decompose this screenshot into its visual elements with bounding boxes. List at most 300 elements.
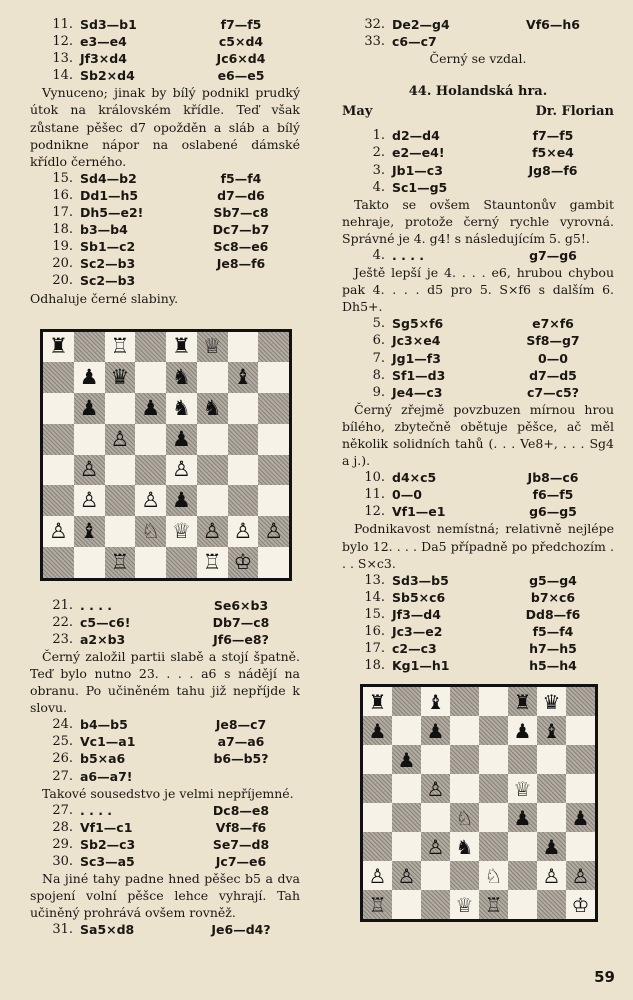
black-move: d7—d6 [217, 187, 265, 203]
chess-piece: ♙ [397, 863, 416, 888]
white-move: Vf1—e1 [392, 504, 446, 520]
black-move: f6—f5 [532, 487, 574, 503]
board-square [258, 455, 289, 486]
board-square [166, 393, 197, 424]
board-square [479, 890, 508, 919]
board-square [392, 774, 421, 803]
chess-piece: ♔ [571, 892, 590, 917]
white-move: Sc1—g5 [392, 179, 448, 195]
move-row [342, 16, 614, 33]
move-number: 28. [52, 819, 73, 835]
move-number: 30. [52, 854, 73, 870]
white-move: c6—c7 [392, 34, 437, 50]
black-move: Jb8—c6 [527, 470, 579, 486]
black-move: Vf8—f6 [215, 819, 267, 835]
moves-block [342, 315, 614, 400]
move-number: 18. [364, 658, 385, 674]
board-square [43, 424, 74, 455]
white-move: a2×b3 [80, 631, 126, 647]
board-square [135, 485, 166, 516]
move-number: 22. [52, 614, 73, 630]
right-column [342, 16, 614, 922]
move-row [342, 144, 614, 161]
board-square [43, 362, 74, 393]
move-row [342, 367, 614, 384]
chess-diagram [360, 684, 598, 922]
chess-piece: ♟ [542, 834, 561, 859]
chess-piece: ♖ [110, 549, 130, 574]
move-number: 11. [52, 17, 73, 33]
black-move: b7×c6 [530, 589, 576, 605]
board-square [43, 547, 74, 578]
board-square [508, 774, 537, 803]
chess-piece: ♞ [455, 834, 474, 859]
chess-piece: ♟ [141, 395, 161, 420]
board-square [392, 687, 421, 716]
board-square [508, 861, 537, 890]
move-number: 18. [52, 222, 73, 238]
white-move: Sg5×f6 [392, 316, 444, 332]
board-square [43, 516, 74, 547]
white-move: Sc3—a5 [80, 854, 135, 870]
board-square [228, 455, 259, 486]
white-move: Jc3—e2 [392, 624, 443, 640]
board-square [197, 455, 228, 486]
board-square [450, 890, 479, 919]
board-square [135, 516, 166, 547]
board-square [508, 745, 537, 774]
move-row [342, 161, 614, 178]
move-row [342, 315, 614, 332]
moves-block [342, 572, 614, 675]
board-square [135, 332, 166, 363]
chess-piece: ♜ [48, 334, 68, 359]
chess-piece: ♙ [542, 863, 561, 888]
chess-piece: ♝ [79, 518, 99, 543]
board-square [450, 687, 479, 716]
move-number: 15. [52, 170, 73, 186]
chess-piece: ♜ [513, 689, 532, 714]
black-move: Jg8—f6 [528, 162, 578, 178]
move-row [30, 255, 300, 272]
white-move: . . . . [80, 802, 113, 818]
move-number: 20. [52, 256, 73, 272]
move-row [342, 247, 614, 264]
board-square [228, 516, 259, 547]
board-square [74, 332, 105, 363]
black-move: h7—h5 [529, 641, 577, 657]
board-square [363, 861, 392, 890]
annotation: Odhaluje černé slabiny. [30, 290, 179, 306]
board-square [197, 516, 228, 547]
white-move: Jb1—c3 [392, 162, 443, 178]
annotation: Takové sousedstvo je velmi nepříjemné. [42, 785, 294, 801]
chess-piece: ♕ [171, 518, 191, 543]
move-row [30, 750, 300, 767]
black-move: Db7—c8 [212, 614, 270, 630]
black-move: Dc7—b7 [212, 222, 270, 238]
black-move: e7×f6 [532, 316, 574, 332]
moves-block [30, 802, 300, 870]
black-move: 0—0 [538, 350, 568, 366]
move-number: 17. [52, 205, 73, 221]
board-square [43, 485, 74, 516]
chess-piece: ♜ [368, 689, 387, 714]
chess-piece: ♖ [368, 892, 387, 917]
chess-piece: ♙ [171, 457, 191, 482]
board-square [537, 745, 566, 774]
chess-piece: ♟ [368, 718, 387, 743]
board-square [135, 455, 166, 486]
white-move: Sb2×d4 [80, 68, 135, 84]
board-square [450, 774, 479, 803]
chess-piece: ♖ [484, 892, 503, 917]
move-number: 16. [364, 624, 385, 640]
chess-piece: ♙ [571, 863, 590, 888]
board-square [135, 393, 166, 424]
board-square [450, 803, 479, 832]
board-square [392, 745, 421, 774]
move-number: 6. [372, 333, 385, 349]
game-title: 44. Holandská hra. [408, 84, 548, 100]
move-number: 2. [372, 145, 385, 161]
result-text: Černý se vzdal. [429, 51, 527, 67]
board-square [421, 861, 450, 890]
move-number: 26. [52, 751, 73, 767]
board-square [228, 547, 259, 578]
chess-piece: ♟ [79, 365, 99, 390]
black-move: f7—f5 [220, 17, 262, 33]
white-move: Sf1—d3 [392, 367, 446, 383]
board-square [363, 803, 392, 832]
move-number: 11. [364, 487, 385, 503]
board-square [166, 424, 197, 455]
chess-piece: ♙ [264, 518, 284, 543]
left-column [30, 16, 300, 938]
black-move: Jf6—e8? [213, 631, 269, 647]
board-square [166, 362, 197, 393]
move-row [342, 572, 614, 589]
move-row [342, 640, 614, 657]
chess-piece: ♛ [110, 365, 130, 390]
move-number: 14. [364, 589, 385, 605]
chess-piece: ♘ [484, 863, 503, 888]
black-move: Sf8—g7 [526, 333, 580, 349]
white-move: Sb1—c2 [80, 239, 136, 255]
white-move: . . . . [80, 597, 113, 613]
board-square [537, 890, 566, 919]
chess-piece: ♛ [542, 689, 561, 714]
black-move: Dd8—f6 [525, 606, 581, 622]
board-square [508, 803, 537, 832]
white-move: Vc1—a1 [80, 734, 136, 750]
moves-block [342, 127, 614, 195]
chess-piece: ♙ [426, 776, 445, 801]
board-square [392, 803, 421, 832]
white-move: Jg1—f3 [392, 350, 441, 366]
board-square [421, 774, 450, 803]
chess-piece: ♝ [542, 718, 561, 743]
black-move: e6—e5 [217, 68, 265, 84]
black-move: Sb7—c8 [213, 205, 269, 221]
white-move: Sb2—c3 [80, 836, 136, 852]
moves-block [342, 469, 614, 520]
board-square [566, 687, 595, 716]
board-square [537, 861, 566, 890]
moves-block [342, 16, 614, 50]
move-row [342, 179, 614, 196]
move-row [30, 802, 300, 819]
board-square [258, 393, 289, 424]
board-square [479, 774, 508, 803]
move-row [30, 597, 300, 614]
white-move: Jf3×d4 [80, 51, 127, 67]
board-square [74, 455, 105, 486]
board-square [421, 832, 450, 861]
chess-piece: ♕ [455, 892, 474, 917]
move-number: 32. [364, 17, 385, 33]
move-number: 20. [52, 273, 73, 289]
chess-piece: ♕ [202, 334, 222, 359]
board-square [43, 455, 74, 486]
move-number: 27. [52, 802, 73, 818]
annotation: Takto se ovšem Stauntonův gambit nehraje, protože černý rychle vyrovná. Správné je 4. g4! s následujícím 5. g5!. [342, 196, 614, 246]
board-square [74, 516, 105, 547]
move-row [30, 238, 300, 255]
chess-piece: ♖ [110, 334, 130, 359]
board-square [363, 687, 392, 716]
board-square [166, 455, 197, 486]
chess-piece: ♞ [171, 365, 191, 390]
board-square [421, 803, 450, 832]
board-square [197, 424, 228, 455]
board-square [74, 362, 105, 393]
white-move: b3—b4 [80, 222, 128, 238]
board-square [450, 832, 479, 861]
move-row [30, 16, 300, 33]
move-row [342, 469, 614, 486]
black-move: f5—f4 [220, 170, 262, 186]
board-square [135, 424, 166, 455]
move-row [342, 384, 614, 401]
move-number: 13. [364, 572, 385, 588]
white-move: 0—0 [392, 487, 422, 503]
board-square [166, 485, 197, 516]
board-square [197, 485, 228, 516]
white-move: Sc2—b3 [80, 273, 136, 289]
board-square [566, 716, 595, 745]
chess-piece: ♟ [426, 718, 445, 743]
chess-piece: ♔ [233, 549, 253, 574]
black-move: d7—d5 [529, 367, 577, 383]
black-move: h5—h4 [529, 658, 577, 674]
board-square [566, 774, 595, 803]
move-number: 12. [364, 504, 385, 520]
move-row [342, 486, 614, 503]
white-move: Je4—c3 [392, 384, 443, 400]
board-square [566, 832, 595, 861]
move-row [30, 819, 300, 836]
move-number: 15. [364, 606, 385, 622]
white-move: Sd3—b1 [80, 17, 137, 33]
board-square [566, 745, 595, 774]
board-square [421, 716, 450, 745]
annotation: Podnikavost nemístná; relativně nejlépe bylo 12. . . . Da5 případně po předchozím . . . S×c3. [342, 521, 614, 571]
white-move: Jf3—d4 [392, 606, 441, 622]
annotation: Černý založil partii slabě a stojí špatně. Teď bylo nutno 23. . . . a6 s nádějí na obranu. Po učiněném tahu již nepříjde k slovu. [30, 648, 300, 716]
move-row [30, 204, 300, 221]
move-number: 16. [52, 187, 73, 203]
board-square [258, 332, 289, 363]
move-number: 10. [364, 470, 385, 486]
black-move: g6—g5 [529, 504, 577, 520]
black-move: Je6—d4? [211, 922, 271, 938]
board-square [363, 745, 392, 774]
board-square [508, 687, 537, 716]
move-row [342, 33, 614, 50]
black-move: Se7—d8 [212, 836, 270, 852]
board-square [105, 485, 136, 516]
move-number: 19. [52, 239, 73, 255]
board-square [105, 455, 136, 486]
chess-piece: ♞ [171, 395, 191, 420]
move-row [30, 921, 300, 938]
move-row [30, 33, 300, 50]
board-square [135, 547, 166, 578]
move-number: 7. [372, 350, 385, 366]
move-row [342, 657, 614, 674]
move-row [342, 623, 614, 640]
board-square [105, 424, 136, 455]
board-square [43, 393, 74, 424]
board-square [566, 890, 595, 919]
board-square [537, 774, 566, 803]
board-square [450, 861, 479, 890]
moves-block [30, 170, 300, 290]
board-square [363, 716, 392, 745]
move-row [30, 272, 300, 289]
move-row [30, 853, 300, 870]
board-square [228, 485, 259, 516]
black-move: g5—g4 [529, 572, 577, 588]
board-square [228, 393, 259, 424]
chess-piece: ♖ [202, 549, 222, 574]
move-row [30, 631, 300, 648]
move-number: 13. [52, 51, 73, 67]
move-row [30, 50, 300, 67]
board-square [166, 547, 197, 578]
board-square [74, 393, 105, 424]
white-move: Jc3×e4 [392, 333, 441, 349]
board-square [166, 516, 197, 547]
white-move: c2—c3 [392, 641, 437, 657]
white-move: d2—d4 [392, 128, 440, 144]
chess-piece: ♝ [426, 689, 445, 714]
board-square [258, 516, 289, 547]
board-square [105, 332, 136, 363]
chess-piece: ♝ [233, 365, 253, 390]
black-move: f7—f5 [532, 128, 574, 144]
board-square [258, 547, 289, 578]
board-square [363, 890, 392, 919]
move-number: 33. [364, 34, 385, 50]
move-number: 21. [52, 597, 73, 613]
board-square [166, 332, 197, 363]
board-square [135, 362, 166, 393]
move-row [30, 221, 300, 238]
move-row [342, 350, 614, 367]
moves-block [30, 921, 300, 938]
white-move: b4—b5 [80, 717, 128, 733]
chess-piece: ♙ [368, 863, 387, 888]
board-square [228, 332, 259, 363]
chess-piece: ♟ [513, 805, 532, 830]
chess-piece: ♙ [79, 488, 99, 513]
black-move: Je8—c7 [215, 717, 267, 733]
board-square [537, 687, 566, 716]
chess-piece: ♟ [571, 805, 590, 830]
white-player: May [342, 104, 373, 120]
black-player: Dr. Florian [535, 104, 614, 120]
board-square [537, 716, 566, 745]
chess-piece: ♟ [171, 426, 191, 451]
board-square [197, 547, 228, 578]
white-move: Dh5—e2! [80, 205, 144, 221]
chess-piece: ♙ [79, 457, 99, 482]
black-move: Jc6×d4 [216, 51, 266, 67]
board-square [363, 832, 392, 861]
black-move: f5—f4 [532, 624, 574, 640]
white-move: Sb5×c6 [392, 589, 446, 605]
move-row [342, 606, 614, 623]
board-square [537, 832, 566, 861]
black-move: a7—a6 [217, 734, 265, 750]
white-move: e2—e4! [392, 145, 445, 161]
white-move: b5×a6 [80, 751, 126, 767]
board-square [258, 424, 289, 455]
move-row [342, 589, 614, 606]
board-square [197, 362, 228, 393]
chess-piece: ♙ [141, 488, 161, 513]
white-move: Sa5×d8 [80, 922, 135, 938]
board-square [74, 424, 105, 455]
white-move: d4×c5 [392, 470, 437, 486]
chess-piece: ♞ [202, 395, 222, 420]
move-row [30, 768, 300, 785]
board-square [197, 332, 228, 363]
white-move: . . . . [392, 247, 425, 263]
white-move: Sd4—b2 [80, 170, 137, 186]
move-row [30, 67, 300, 84]
board-square [566, 861, 595, 890]
white-move: Sc2—b3 [80, 256, 136, 272]
board-square [105, 547, 136, 578]
board-square [228, 362, 259, 393]
chess-piece: ♟ [171, 488, 191, 513]
move-number: 25. [52, 734, 73, 750]
players-line [342, 103, 614, 121]
white-move: Vf1—c1 [80, 819, 133, 835]
chess-piece: ♘ [455, 805, 474, 830]
move-row [30, 170, 300, 187]
white-move: Sd3—b5 [392, 572, 449, 588]
board-square [508, 716, 537, 745]
board-square [421, 890, 450, 919]
chess-piece: ♜ [171, 334, 191, 359]
board-square [74, 547, 105, 578]
move-row [342, 503, 614, 520]
move-row [30, 187, 300, 204]
